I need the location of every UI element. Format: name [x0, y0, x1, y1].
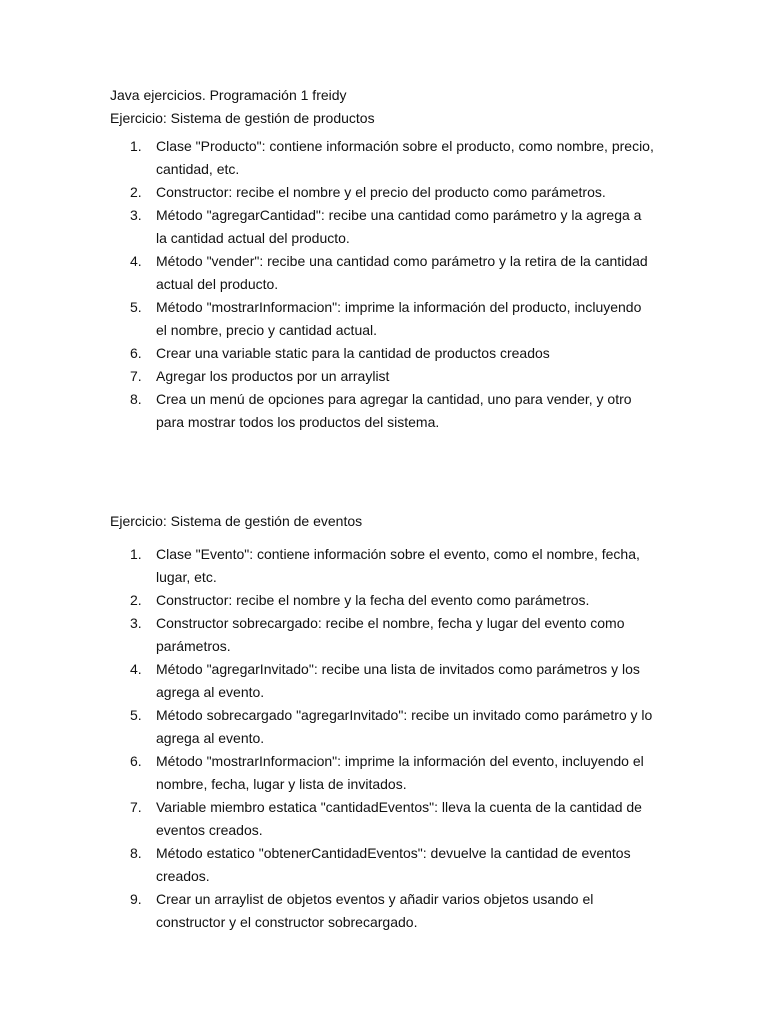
item-text: Clase "Producto": contiene información sobre el producto, como nombre, precio, cantidad, etc.	[156, 138, 654, 177]
item-number: 2.	[130, 592, 142, 608]
item-text: Variable miembro estatica "cantidadEventos": lleva la cuenta de la cantidad de eventos creados.	[156, 799, 642, 838]
item-number: 1.	[130, 138, 142, 154]
exercise-2-header	[110, 510, 670, 533]
list-item	[110, 704, 670, 750]
list-item	[110, 365, 670, 388]
list-item	[110, 842, 670, 888]
item-text: Método sobrecargado "agregarInvitado": recibe un invitado como parámetro y lo agrega al evento.	[156, 707, 653, 746]
list-item	[110, 296, 670, 342]
item-text: Agregar los productos por un arraylist	[156, 368, 390, 384]
document-title: Java ejercicios. Programación 1 freidy	[110, 87, 347, 103]
item-text: Método "agregarCantidad": recibe una cantidad como parámetro y la agrega a la cantidad actual del producto.	[156, 207, 642, 246]
item-number: 1.	[130, 546, 142, 562]
item-text: Constructor: recibe el nombre y el precio del producto como parámetros.	[156, 184, 606, 200]
list-item	[110, 388, 670, 434]
exercise-1-title: Ejercicio: Sistema de gestión de productos	[110, 110, 375, 126]
item-number: 4.	[130, 661, 142, 677]
list-item	[110, 543, 670, 589]
item-text: Constructor: recibe el nombre y la fecha del evento como parámetros.	[156, 592, 590, 608]
item-number: 8.	[130, 845, 142, 861]
list-item	[110, 658, 670, 704]
list-item	[110, 796, 670, 842]
list-item	[110, 342, 670, 365]
item-number: 8.	[130, 391, 142, 407]
item-number: 4.	[130, 253, 142, 269]
item-text: Crea un menú de opciones para agregar la cantidad, uno para vender, y otro para mostrar todos los productos del sistema.	[156, 391, 632, 430]
item-number: 6.	[130, 345, 142, 361]
list-item	[110, 612, 670, 658]
item-text: Constructor sobrecargado: recibe el nombre, fecha y lugar del evento como parámetros.	[156, 615, 625, 654]
item-number: 5.	[130, 707, 142, 723]
item-text: Clase "Evento": contiene información sobre el evento, como el nombre, fecha, lugar, etc.	[156, 546, 640, 585]
item-text: Crear un arraylist de objetos eventos y añadir varios objetos usando el constructor y el constructor sobrecargado.	[156, 891, 594, 930]
exercise-1-list	[110, 135, 670, 434]
item-number: 7.	[130, 368, 142, 384]
list-item	[110, 204, 670, 250]
item-text: Crear una variable static para la cantidad de productos creados	[156, 345, 550, 361]
document-header	[110, 84, 670, 130]
list-item	[110, 888, 670, 934]
exercise-2-list	[110, 543, 670, 934]
list-item	[110, 181, 670, 204]
item-number: 3.	[130, 615, 142, 631]
list-item	[110, 135, 670, 181]
exercise-2-section	[110, 543, 670, 934]
item-text: Método "agregarInvitado": recibe una lista de invitados como parámetros y los agrega al evento.	[156, 661, 640, 700]
exercise-2-title: Ejercicio: Sistema de gestión de eventos	[110, 513, 363, 529]
item-number: 6.	[130, 753, 142, 769]
item-number: 9.	[130, 891, 142, 907]
item-text: Método estatico "obtenerCantidadEventos": devuelve la cantidad de eventos creados.	[156, 845, 631, 884]
item-number: 2.	[130, 184, 142, 200]
item-number: 3.	[130, 207, 142, 223]
item-text: Método "mostrarInformacion": imprime la información del evento, incluyendo el nombre, fecha, lugar y lista de invitados.	[156, 753, 644, 792]
list-item	[110, 750, 670, 796]
item-text: Método "vender": recibe una cantidad como parámetro y la retira de la cantidad actual del producto.	[156, 253, 648, 292]
item-number: 7.	[130, 799, 142, 815]
list-item	[110, 250, 670, 296]
item-number: 5.	[130, 299, 142, 315]
exercise-1-section	[110, 135, 670, 434]
list-item	[110, 589, 670, 612]
item-text: Método "mostrarInformacion": imprime la información del producto, incluyendo el nombre, precio y cantidad actual.	[156, 299, 642, 338]
